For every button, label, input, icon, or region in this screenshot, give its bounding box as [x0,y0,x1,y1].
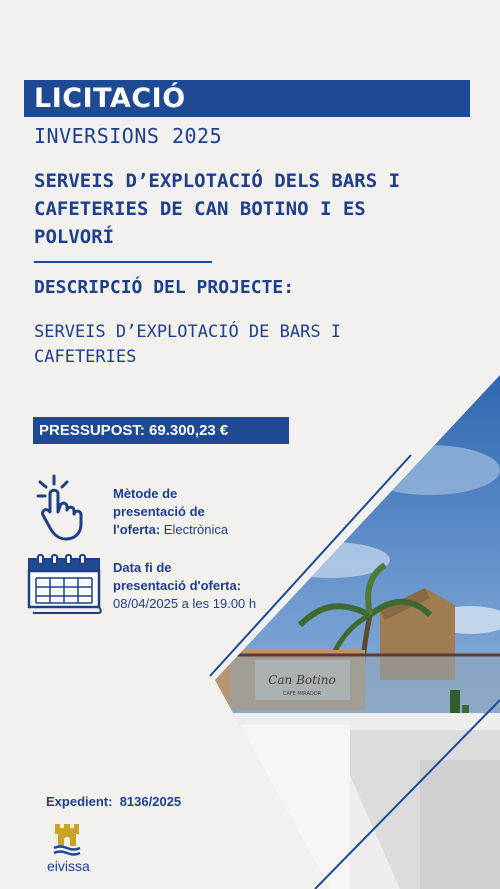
deadline-date: 08/04/2025 a les 19.00 h [113,596,257,611]
title-line: CAFETERIES DE CAN BOTINO I ES [34,198,366,220]
logo-text: eivissa [47,858,90,874]
page-subtitle: INVERSIONS 2025 [34,124,223,148]
deadline-line: Data fi de [113,560,172,575]
hand-pointer-icon [34,472,104,542]
description-line: SERVEIS D’EXPLOTACIÓ DE BARS I [34,322,342,342]
calendar-icon [24,553,104,617]
photo-sign-text: Can Botino [268,673,336,687]
description-line: CAFETERIES [34,347,137,367]
photo-sign-subtext: CAFE MIRADOR [282,691,322,697]
method-line: presentació de [113,504,205,519]
deadline-line: presentació d'oferta: [113,578,242,593]
budget-badge: PRESSUPOST: 69.300,23 € [33,417,289,444]
page-title [34,167,464,251]
description-heading: DESCRIPCIÓ DEL PROJECTE: [34,277,295,298]
method-value: Electrònica [163,522,229,537]
expedient-label: Expedient: [46,794,113,809]
description-text [34,320,454,370]
licitacio-banner: LICITACIÓ [24,80,470,117]
method-label: l'oferta: [113,522,161,537]
title-line: POLVORÍ [34,226,115,248]
title-line: SERVEIS D’EXPLOTACIÓ DELS BARS I [34,170,401,192]
expedient [46,794,181,809]
expedient-number: 8136/2025 [119,794,182,809]
deadline-info [113,559,256,613]
divider [34,261,212,263]
method-line: Mètode de [113,486,178,501]
method-info [113,485,228,539]
castle-logo-icon [52,820,82,856]
